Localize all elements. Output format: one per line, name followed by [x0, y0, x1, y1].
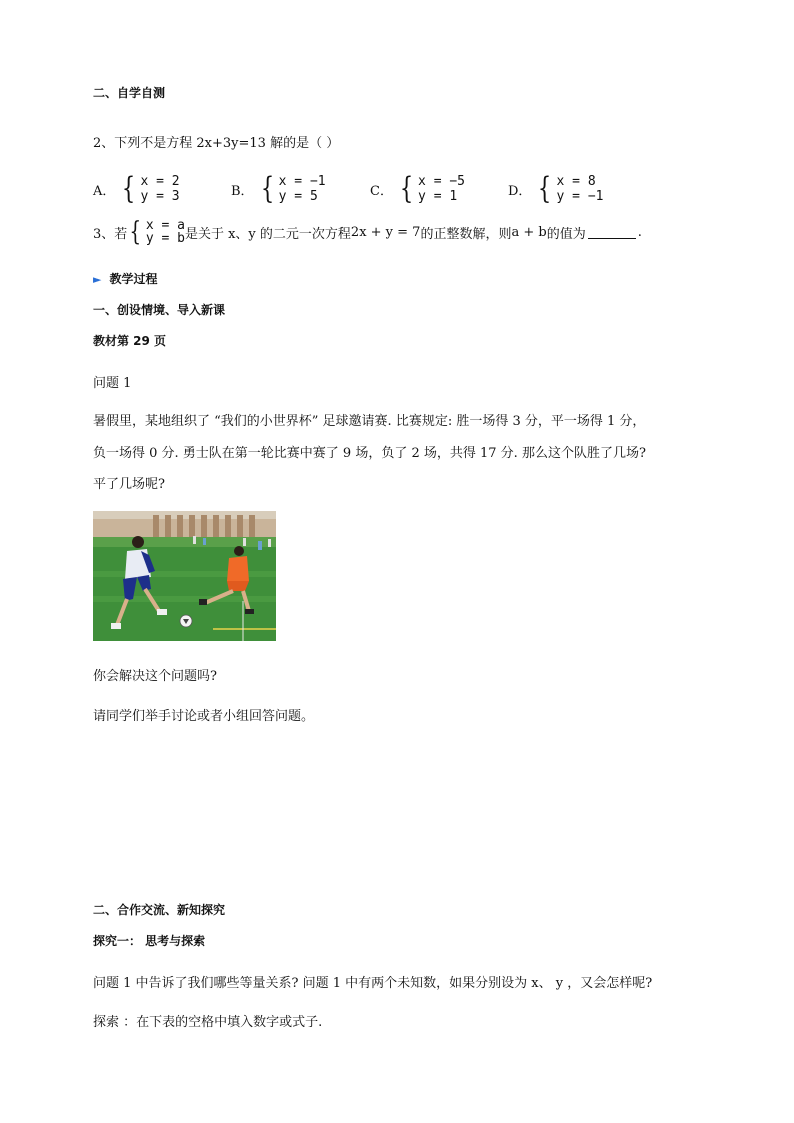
option-c-eq1: x = −5 — [418, 174, 466, 189]
option-d-system — [535, 171, 604, 206]
option-b-eq1: x = −1 — [278, 174, 326, 189]
brace-icon: { — [538, 171, 552, 206]
q3-expr: a + b — [511, 224, 547, 240]
option-d-eq2: y = −1 — [556, 189, 604, 204]
option-d-label: D． — [508, 183, 532, 199]
problem-title: 问题 1 — [93, 376, 132, 391]
textbook-page: 教材第 29 页 — [93, 334, 167, 348]
option-a-system — [119, 171, 180, 206]
option-c-system — [397, 171, 466, 206]
q3-system — [127, 217, 185, 247]
q3-equation: 2x + y = 7 — [350, 224, 421, 240]
triangle-bullet-icon: ► — [93, 273, 102, 286]
explore-task: 探索 ：在下表的空格中填入数字或式子. — [93, 1015, 323, 1030]
option-a[interactable] — [93, 172, 180, 206]
ask-solve: 你会解决这个问题吗? — [93, 669, 217, 684]
option-a-label: A． — [93, 183, 116, 199]
q3-prefix: 3、若 — [93, 226, 128, 242]
q3-end: 的值为 — [546, 226, 586, 242]
option-a-eq2: y = 3 — [140, 189, 180, 204]
question-3 — [93, 216, 642, 248]
option-b[interactable] — [231, 172, 326, 206]
ask-discuss: 请同学们举手讨论或者小组回答问题。 — [93, 709, 315, 724]
problem-line-1: 暑假里，某地组织了 “我们的小世界杯” 足球邀请赛. 比赛规定: 胜一场得 3 分，平一场得 1 分， — [93, 414, 646, 429]
answer-blank[interactable] — [588, 226, 636, 239]
section-heading-cooperate: 二、合作交流、新知探究 — [93, 903, 226, 917]
brace-icon: { — [122, 171, 136, 206]
option-a-eq1: x = 2 — [140, 174, 180, 189]
soccer-photo — [93, 511, 276, 641]
teaching-process-heading — [93, 270, 157, 287]
explore-one-heading: 探究一： 思考与探索 — [93, 934, 206, 948]
problem-line-3: 平了几场呢? — [93, 477, 165, 492]
option-b-eq2: y = 5 — [278, 189, 318, 204]
q3-eq1: x = a — [145, 218, 185, 233]
teaching-process-label: 教学过程 — [109, 272, 158, 286]
option-c-eq2: y = 1 — [418, 189, 458, 204]
brace-icon: { — [260, 171, 274, 206]
option-b-label: B． — [231, 183, 254, 199]
option-d[interactable] — [508, 172, 604, 206]
question-2-text: 2、下列不是方程 2x+3y=13 解的是（ ） — [93, 136, 340, 151]
section-heading-intro: 一、创设情境、导入新课 — [93, 303, 226, 317]
option-b-system — [258, 171, 326, 206]
option-c-label: C． — [370, 183, 393, 199]
option-d-eq1: x = 8 — [556, 174, 596, 189]
q3-eq2: y = b — [145, 231, 185, 246]
explore-question: 问题 1 中告诉了我们哪些等量关系? 问题 1 中有两个未知数，如果分别设为 x、 y ，又会怎样呢? — [93, 976, 653, 991]
section-heading-self-test: 二、自学自测 — [93, 86, 166, 100]
brace-icon: { — [399, 171, 414, 206]
q3-suffix: 的正整数解，则 — [420, 226, 512, 242]
option-c[interactable] — [370, 172, 465, 206]
q3-period: . — [637, 224, 642, 240]
brace-icon: { — [129, 217, 142, 247]
q3-middle: 是关于 x、y 的二元一次方程 — [184, 226, 351, 242]
problem-line-2: 负一场得 0 分. 勇士队在第一轮比赛中赛了 9 场，负了 2 场，共得 17 分. 那么这个队胜了几场? — [93, 446, 646, 461]
